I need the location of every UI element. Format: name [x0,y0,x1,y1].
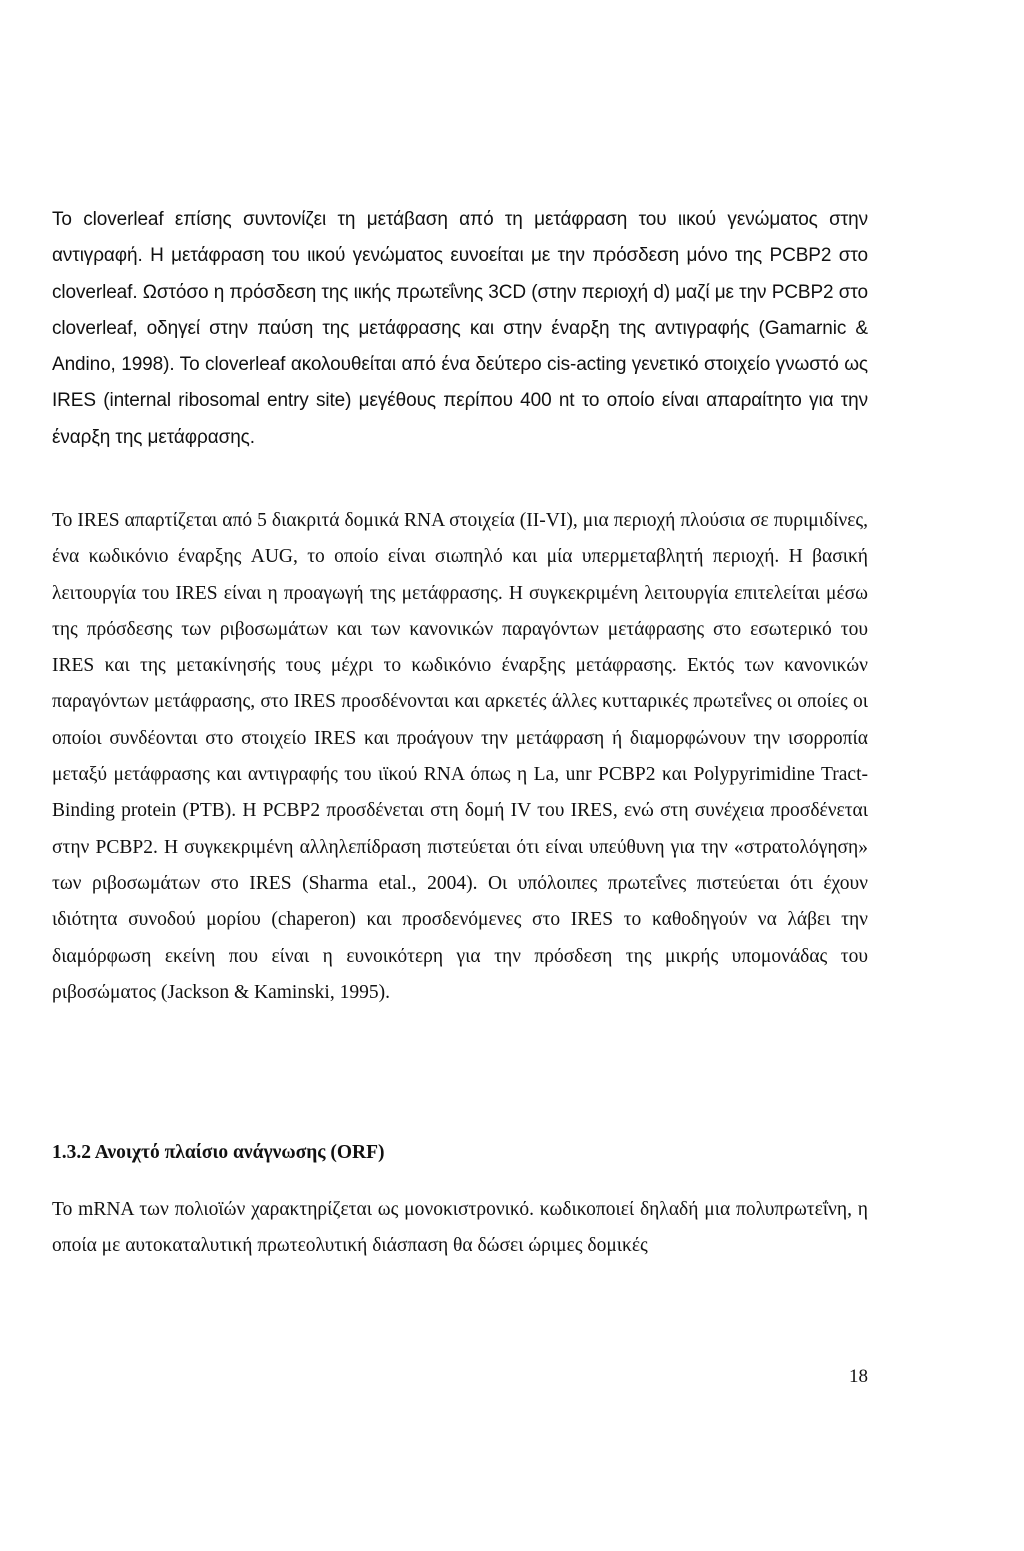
paragraph-orf: Το mRNA των πολιοϊών χαρακτηρίζεται ως μονοκιστρονικό. κωδικοποιεί δηλαδή μια πολυπρωτεΐνη, η οποία με αυτοκαταλυτική πρωτεολυτική διάσπαση θα δώσει ώριμες δομικές [52,1199,868,1257]
page-number: 18 [849,1366,868,1387]
section-heading: 1.3.2 Ανοιχτό πλαίσιο ανάγνωσης (ORF) [52,1142,385,1163]
paragraph-cloverleaf: Το cloverleaf επίσης συντονίζει τη μετάβαση από τη μετάφραση του ιικού γενώματος στην αντιγραφή. Η μετάφραση του ιικού γενώματος ευνοείται με την πρόσδεση μόνο της PCBP2 στο cloverleaf. Ωστόσο η πρόσδεση της ιικής πρωτεΐνης 3CD (στην περιοχή d) μαζί με την PCBP2 στο cloverleaf, οδηγεί στην παύση της μετάφρασης και στην έναρξη της αντιγραφής (Gamarnic & Andino, 1998). Το cloverleaf ακολουθείται από ένα δεύτερο cis-acting γενετικό στοιχείο γνωστό ως IRES (internal ribosomal entry site) μεγέθους περίπου 400 nt το οποίο είναι απαραίτητο για την έναρξη της μετάφρασης. [52,209,868,448]
paragraph-ires: Το IRES απαρτίζεται από 5 διακριτά δομικά RNA στοιχεία (II-VI), μια περιοχή πλούσια σε πυριμιδίνες, ένα κωδικόνιο έναρξης AUG, το οποίο είναι σιωπηλό και μία υπερμεταβλητή περιοχή. Η βασική λειτουργία του IRES είναι η προαγωγή της μετάφρασης. Η συγκεκριμένη λειτουργία επιτελείται μέσω της πρόσδεσης των ριβοσωμάτων και των κανονικών παραγόντων μετάφρασης στο εσωτερικό του IRES και της μετακίνησής τους μέχρι το κωδικόνιο έναρξης μετάφρασης. Εκτός των κανονικών παραγόντων μετάφρασης, στο IRES προσδένονται και αρκετές άλλες κυτταρικές πρωτεΐνες οι οποίες οι οποίοι συνδέονται στο στοιχείο IRES και προάγουν την μετάφραση ή διαμορφώνουν την ισορροπία μεταξύ μετάφρασης και αντιγραφής του ιϊκού RNA όπως η La, unr PCBP2 και Polypyrimidine Tract-Binding protein (PTB). Η PCBP2 προσδένεται στη δομή IV του IRES, ενώ στη συνέχεια προσδένεται στην PCBP2. Η συγκεκριμένη αλληλεπίδραση πιστεύεται ότι είναι υπεύθυνη για την «στρατολόγηση» των ριβοσωμάτων στο IRES (Sharma etal., 2004). Οι υπόλοιπες πρωτεΐνες πιστεύεται ότι έχουν ιδιότητα συνοδού μορίου (chaperon) και προσδενόμενες στο IRES το καθοδηγούν να λάβει την διαμόρφωση εκείνη που είναι η ευνοικότερη για την πρόσδεση της μικρής υπομονάδας του ριβοσώματος (Jackson & Kaminski, 1995). [52,510,868,1003]
